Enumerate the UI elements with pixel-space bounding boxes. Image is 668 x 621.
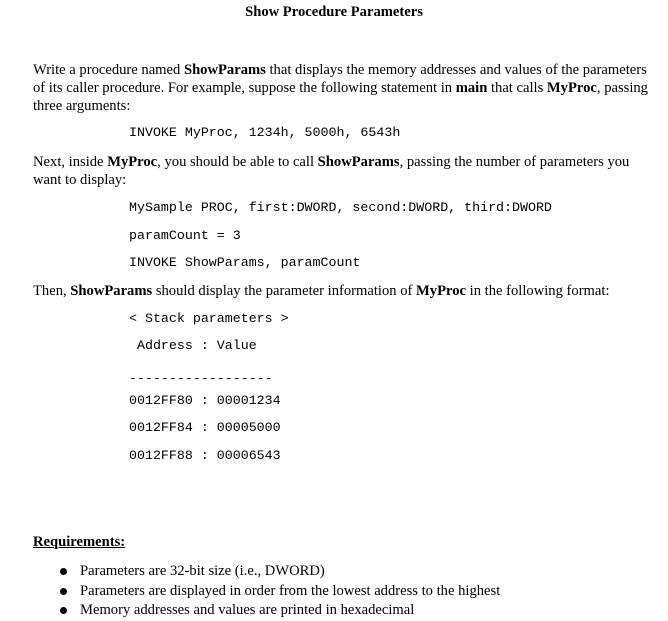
then-text-1: Then,	[33, 283, 71, 299]
invoke-myproc-code: INVOKE MyProc, 1234h, 5000h, 6543h	[129, 125, 401, 140]
output-separator: ------------------	[129, 371, 273, 386]
intro-text-3: that calls	[487, 80, 547, 96]
intro-text-2: that displays the memory addresses and values of the parameters of its caller procedure. For example, suppose the following statement in	[33, 62, 647, 96]
output-columns: Address : Value	[129, 338, 257, 353]
bullet-icon	[60, 568, 67, 575]
next-text-1: Next, inside	[33, 154, 108, 170]
page-title: Show Procedure Parameters	[245, 4, 423, 20]
then-text-2: should display the parameter information of	[152, 283, 417, 299]
output-row: 0012FF80 : 00001234	[129, 393, 281, 408]
intro-showparams: ShowParams	[183, 62, 266, 78]
code-line-invoke-showparams: INVOKE ShowParams, paramCount	[129, 255, 361, 270]
requirement-item	[60, 562, 500, 582]
code-line-proc: MySample PROC, first:DWORD, second:DWORD, third:DWORD	[129, 200, 552, 215]
intro-text-4: , passing three arguments:	[33, 80, 648, 114]
output-row: 0012FF84 : 00005000	[129, 420, 281, 435]
requirement-text: Memory addresses and values are printed in hexadecimal	[80, 602, 415, 618]
requirement-text: Parameters are displayed in order from the lowest address to the highest	[80, 582, 501, 599]
output-header: < Stack parameters >	[129, 311, 289, 326]
next-text-3: , passing the number of parameters you want to display:	[33, 154, 630, 188]
next-text-2: , you should be able to call	[157, 154, 318, 170]
intro-main: main	[455, 80, 488, 96]
next-myproc: MyProc	[107, 154, 158, 170]
code-line-paramcount: paramCount = 3	[129, 228, 241, 243]
next-paragraph	[33, 153, 658, 189]
then-showparams: ShowParams	[70, 283, 153, 299]
bullet-icon	[60, 607, 67, 614]
requirement-item	[60, 582, 500, 602]
requirements-heading: Requirements:	[33, 534, 126, 550]
intro-myproc: MyProc	[546, 80, 597, 96]
then-paragraph	[33, 282, 658, 300]
intro-text-1: Write a procedure named	[33, 62, 184, 78]
next-showparams: ShowParams	[317, 154, 400, 170]
requirement-text: Parameters are 32-bit size (i.e., DWORD)	[80, 563, 325, 579]
then-myproc: MyProc	[416, 283, 467, 299]
intro-paragraph	[33, 61, 658, 115]
requirement-item	[60, 601, 500, 621]
then-text-3: in the following format:	[466, 283, 610, 299]
output-row: 0012FF88 : 00006543	[129, 448, 281, 463]
bullet-icon	[60, 588, 67, 595]
requirements-list	[60, 562, 500, 621]
